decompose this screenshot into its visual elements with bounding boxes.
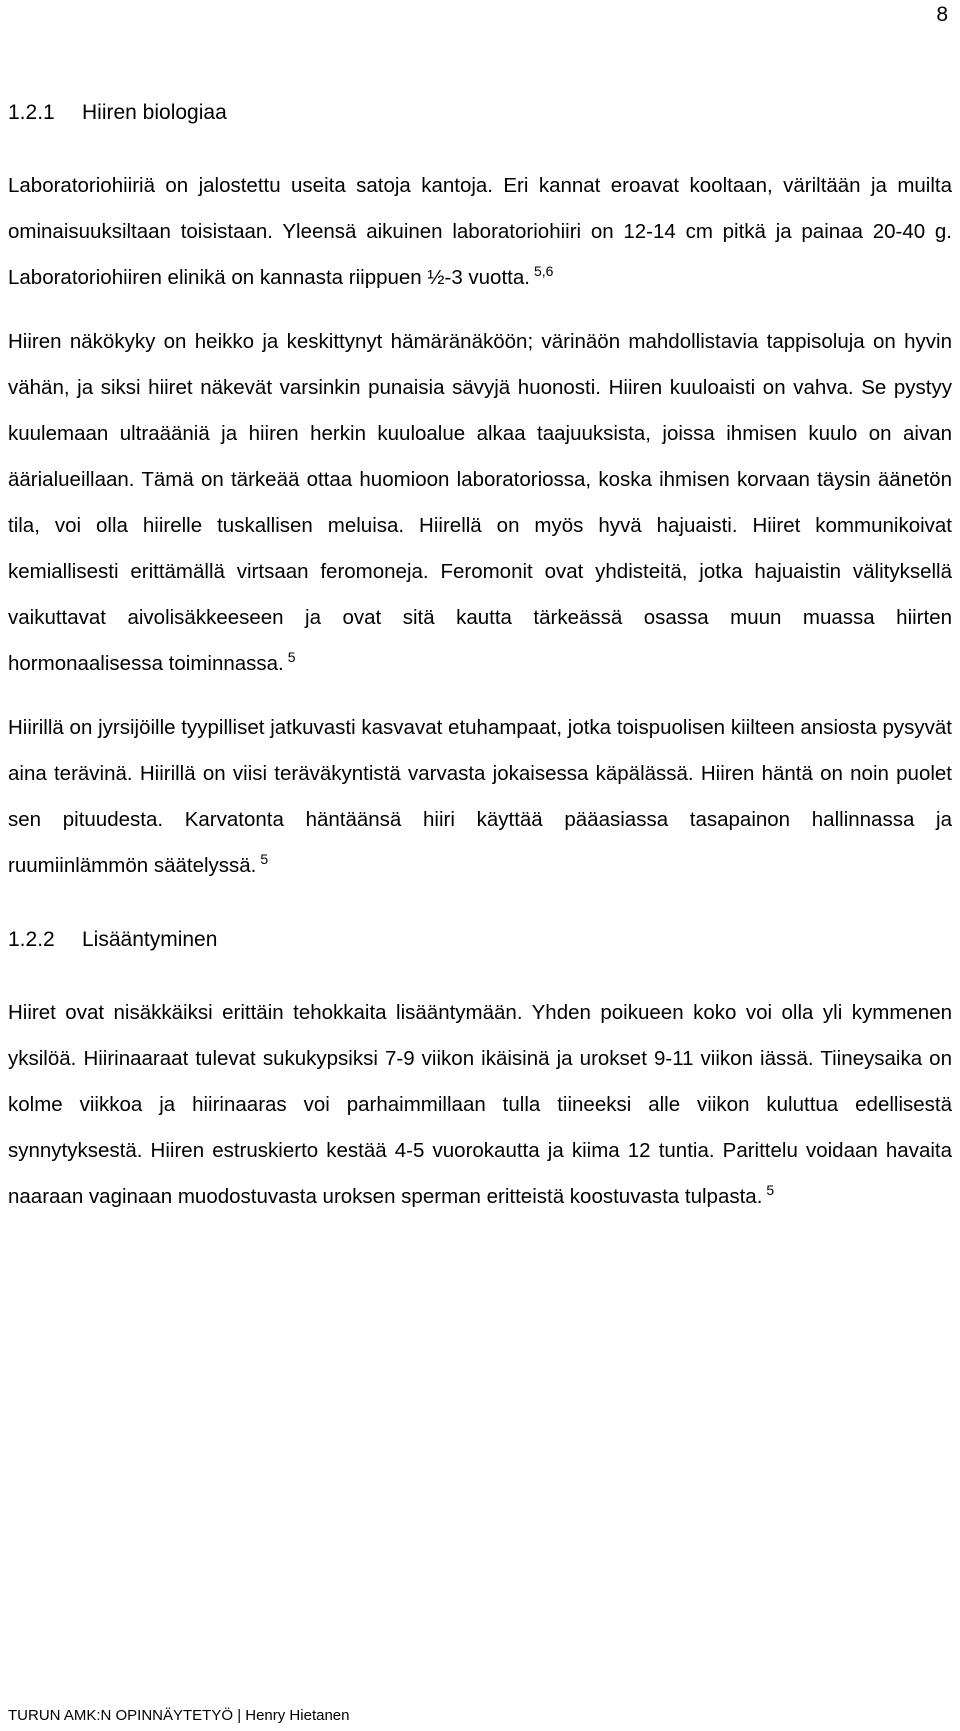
section-title: Hiiren biologiaa bbox=[82, 101, 227, 124]
paragraph-text: Hiirillä on jyrsijöille tyypilliset jatkuvasti kasvavat etuhampaat, jotka toispuolisen kiilteen ansiosta pysyvät aina terävinä. Hiirillä on viisi teräväkyntistä varvasta jokaisessa käpälässä. Hiiren häntä on noin puolet sen pituudesta. Karvatonta häntäänsä hiiri käyttää pääasiassa tasapainon hallinnassa ja ruumiinlämmön säätelyssä. bbox=[8, 716, 952, 877]
page-footer: TURUN AMK:N OPINNÄYTETYÖ | Henry Hietanen bbox=[8, 1707, 350, 1724]
reference-superscript: 5 bbox=[260, 851, 269, 868]
section-heading-biology bbox=[8, 95, 952, 131]
paragraph bbox=[8, 990, 952, 1220]
page-number: 8 bbox=[936, 3, 948, 26]
section-number: 1.2.1 bbox=[8, 101, 55, 124]
document-body bbox=[8, 95, 952, 1240]
section-number: 1.2.2 bbox=[8, 928, 55, 951]
paragraph bbox=[8, 705, 952, 889]
paragraph bbox=[8, 163, 952, 301]
paragraph-text: Hiiren näkökyky on heikko ja keskittynyt hämäränäköön; värinäön mahdollistavia tappisoluja on hyvin vähän, ja siksi hiiret näkevät varsinkin punaisia sävyjä huonosti. Hiiren kuuloaisti on vahva. Se pystyy kuulemaan ultraääniä ja hiiren herkin kuuloalue alkaa taajuuksista, joissa ihmisen kuulo on aivan äärialueillaan. Tämä on tärkeää ottaa huomioon laboratoriossa, koska ihmisen korvaan täysin äänetön tila, voi olla hiirelle tuskallisen meluisa. Hiirellä on myös hyvä hajuaisti. Hiiret kommunikoivat kemiallisesti erittämällä virtsaan feromoneja. Feromonit ovat yhdisteitä, jotka hajuaistin välityksellä vaikuttavat aivolisäkkeeseen ja ovat sitä kautta tärkeässä osassa muun muassa hiirten hormonaalisessa toiminnassa. bbox=[8, 330, 952, 675]
reference-superscript: 5,6 bbox=[533, 263, 554, 280]
section-heading-reproduction bbox=[8, 922, 952, 958]
paragraph bbox=[8, 319, 952, 687]
reference-superscript: 5 bbox=[766, 1182, 775, 1199]
paragraph-text: Laboratoriohiiriä on jalostettu useita satoja kantoja. Eri kannat eroavat kooltaan, väriltään ja muilta ominaisuuksiltaan toisistaan. Yleensä aikuinen laboratoriohiiri on 12-14 cm pitkä ja painaa 20-40 g. Laboratoriohiiren elinikä on kannasta riippuen ½-3 vuotta. bbox=[8, 174, 952, 289]
paragraph-text: Hiiret ovat nisäkkäiksi erittäin tehokkaita lisääntymään. Yhden poikueen koko voi olla yli kymmenen yksilöä. Hiirinaaraat tulevat sukukypsiksi 7-9 viikon ikäisinä ja urokset 9-11 viikon iässä. Tiineysaika on kolme viikkoa ja hiirinaaras voi parhaimmillaan tulla tiineeksi alle viikon kuluttua edellisestä synnytyksestä. Hiiren estruskierto kestää 4-5 vuorokautta ja kiima 12 tuntia. Parittelu voidaan havaita naaraan vaginaan muodostuvasta uroksen sperman eritteistä koostuvasta tulpasta. bbox=[8, 1001, 952, 1208]
section-title: Lisääntyminen bbox=[82, 928, 218, 951]
reference-superscript: 5 bbox=[287, 649, 296, 666]
